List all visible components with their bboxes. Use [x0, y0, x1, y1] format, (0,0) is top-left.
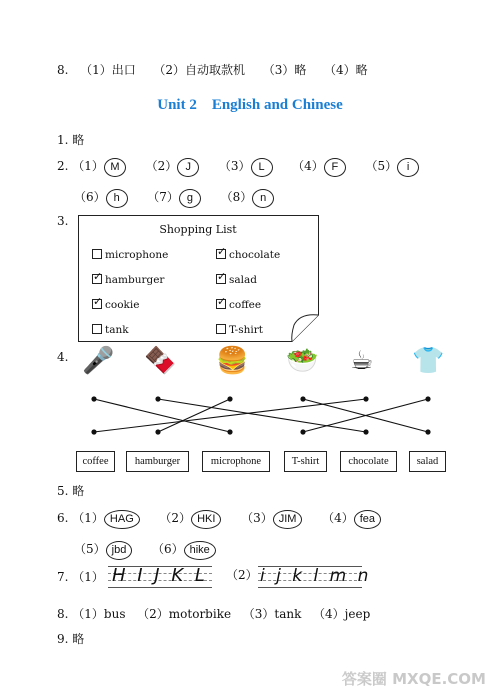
- item-label: hamburger: [105, 274, 165, 286]
- q6-row2: [74, 540, 216, 560]
- checkbox-checked: [92, 274, 102, 284]
- q3-number: 3.: [57, 214, 69, 228]
- answer-text: 略: [72, 632, 85, 646]
- item-label: T-shirt: [229, 324, 263, 336]
- item-label: （6）: [74, 190, 106, 204]
- item-label: （6）: [151, 542, 184, 556]
- checkbox: [216, 324, 226, 334]
- item-label: （3）: [241, 511, 273, 525]
- q4-number: 4.: [57, 350, 69, 364]
- circled-letter: F: [324, 158, 346, 177]
- question-number: 7.: [57, 570, 69, 584]
- writing-rule: [258, 587, 362, 588]
- circled-letter: n: [252, 189, 274, 208]
- word-box: chocolate: [340, 451, 397, 472]
- question-number: 9.: [57, 632, 69, 646]
- item-label: cookie: [105, 299, 140, 311]
- checkbox-checked: [216, 274, 226, 284]
- circled-word: HKI: [191, 510, 221, 529]
- item-label: （2）: [226, 568, 258, 582]
- match-line: [158, 399, 230, 432]
- question-number: 6.: [57, 511, 69, 525]
- question-number: 8.: [57, 607, 69, 621]
- chocolate-icon: 🍫: [144, 346, 177, 376]
- writing-rule: [108, 587, 212, 588]
- q1-line: [57, 131, 84, 148]
- answer-item: （1）bus: [72, 607, 126, 621]
- tshirt-icon: 👕: [412, 346, 445, 376]
- shopping-list-title: Shopping List: [159, 223, 237, 236]
- question-number: 1.: [57, 133, 69, 147]
- salad-icon: 🥗: [286, 346, 319, 376]
- circled-letter: L: [251, 158, 273, 177]
- item-label: （2）: [145, 159, 178, 173]
- q7-line: [57, 568, 104, 585]
- item-label: microphone: [105, 249, 169, 261]
- item-label: （4）: [292, 159, 324, 173]
- watermark: 答案圈 MXQE.COM: [341, 670, 486, 688]
- coffee-icon: ☕: [350, 346, 374, 376]
- item-label: （7）: [147, 190, 179, 204]
- circled-word: fea: [354, 510, 381, 529]
- circled-letter: g: [179, 189, 201, 208]
- circled-word: hike: [184, 541, 216, 560]
- question-number: 8.: [57, 63, 69, 77]
- circled-word: jbd: [106, 541, 133, 560]
- answer-item: （3）略: [262, 63, 307, 77]
- item-label: （1）: [72, 570, 104, 584]
- list-item: [216, 249, 280, 261]
- match-line: [94, 399, 366, 432]
- checkbox-checked: [216, 299, 226, 309]
- answer-item: （4）略: [324, 63, 368, 77]
- word-box: coffee: [76, 451, 115, 472]
- item-label: chocolate: [229, 249, 281, 261]
- answer-item: （4）jeep: [313, 607, 371, 621]
- item-label: coffee: [229, 299, 262, 311]
- checkbox: [92, 324, 102, 334]
- item-label: （2）: [159, 511, 192, 525]
- match-line: [94, 399, 230, 432]
- handwriting-uppercase: H I J K L: [112, 565, 208, 586]
- circled-letter: J: [177, 158, 199, 177]
- answer-text: 略: [72, 133, 85, 147]
- hamburger-icon: 🍔: [216, 346, 249, 376]
- q5-line: [57, 482, 84, 499]
- question-number: 5.: [57, 484, 69, 498]
- circled-word: HAG: [104, 510, 140, 529]
- unit-title: Unit 2 English and Chinese: [157, 97, 343, 113]
- word-box: microphone: [202, 451, 270, 472]
- q8-line: [57, 605, 370, 622]
- q2-row2: [74, 188, 274, 208]
- word-box: salad: [409, 451, 446, 472]
- circled-letter: i: [397, 158, 419, 177]
- item-label: （4）: [322, 511, 354, 525]
- item-label: （5）: [365, 159, 398, 173]
- list-item: [92, 299, 139, 311]
- list-item: [216, 274, 257, 286]
- item-label: （8）: [220, 190, 253, 204]
- item-label: （5）: [74, 542, 106, 556]
- matching-lines: [0, 390, 500, 440]
- checkbox-checked: [216, 249, 226, 259]
- handwriting-lowercase: i j k l m n: [260, 566, 372, 586]
- question-number: 2.: [57, 159, 69, 173]
- q6-row1: [57, 509, 381, 529]
- checkbox-checked: [92, 299, 102, 309]
- answer-item: （2）自动取款机: [153, 63, 246, 77]
- item-label: （1）: [72, 511, 104, 525]
- q2-row1: [57, 157, 419, 177]
- word-box: T-shirt: [284, 451, 327, 472]
- answer-item: （1）出口: [80, 63, 136, 77]
- answer-item: （2）motorbike: [137, 607, 232, 621]
- checkbox: [92, 249, 102, 259]
- circled-word: JIM: [273, 510, 303, 529]
- item-label: （1）: [72, 159, 104, 173]
- q9-line: [57, 630, 84, 647]
- circled-letter: h: [106, 189, 128, 208]
- item-label: salad: [229, 274, 257, 286]
- list-item: [216, 299, 261, 311]
- answer-text: 略: [72, 484, 85, 498]
- item-label: tank: [105, 324, 129, 336]
- answer-item: （3）tank: [242, 607, 302, 621]
- microphone-icon: 🎤: [82, 346, 115, 376]
- list-item: [216, 324, 263, 336]
- list-item: [92, 324, 129, 336]
- list-item: [92, 274, 164, 286]
- q8-top-line: [57, 61, 368, 78]
- list-item: [92, 249, 168, 261]
- shopping-list-card: [78, 215, 318, 341]
- item-label: （3）: [218, 159, 251, 173]
- circled-letter: M: [104, 158, 126, 177]
- match-line: [158, 399, 366, 432]
- word-box: hamburger: [126, 451, 189, 472]
